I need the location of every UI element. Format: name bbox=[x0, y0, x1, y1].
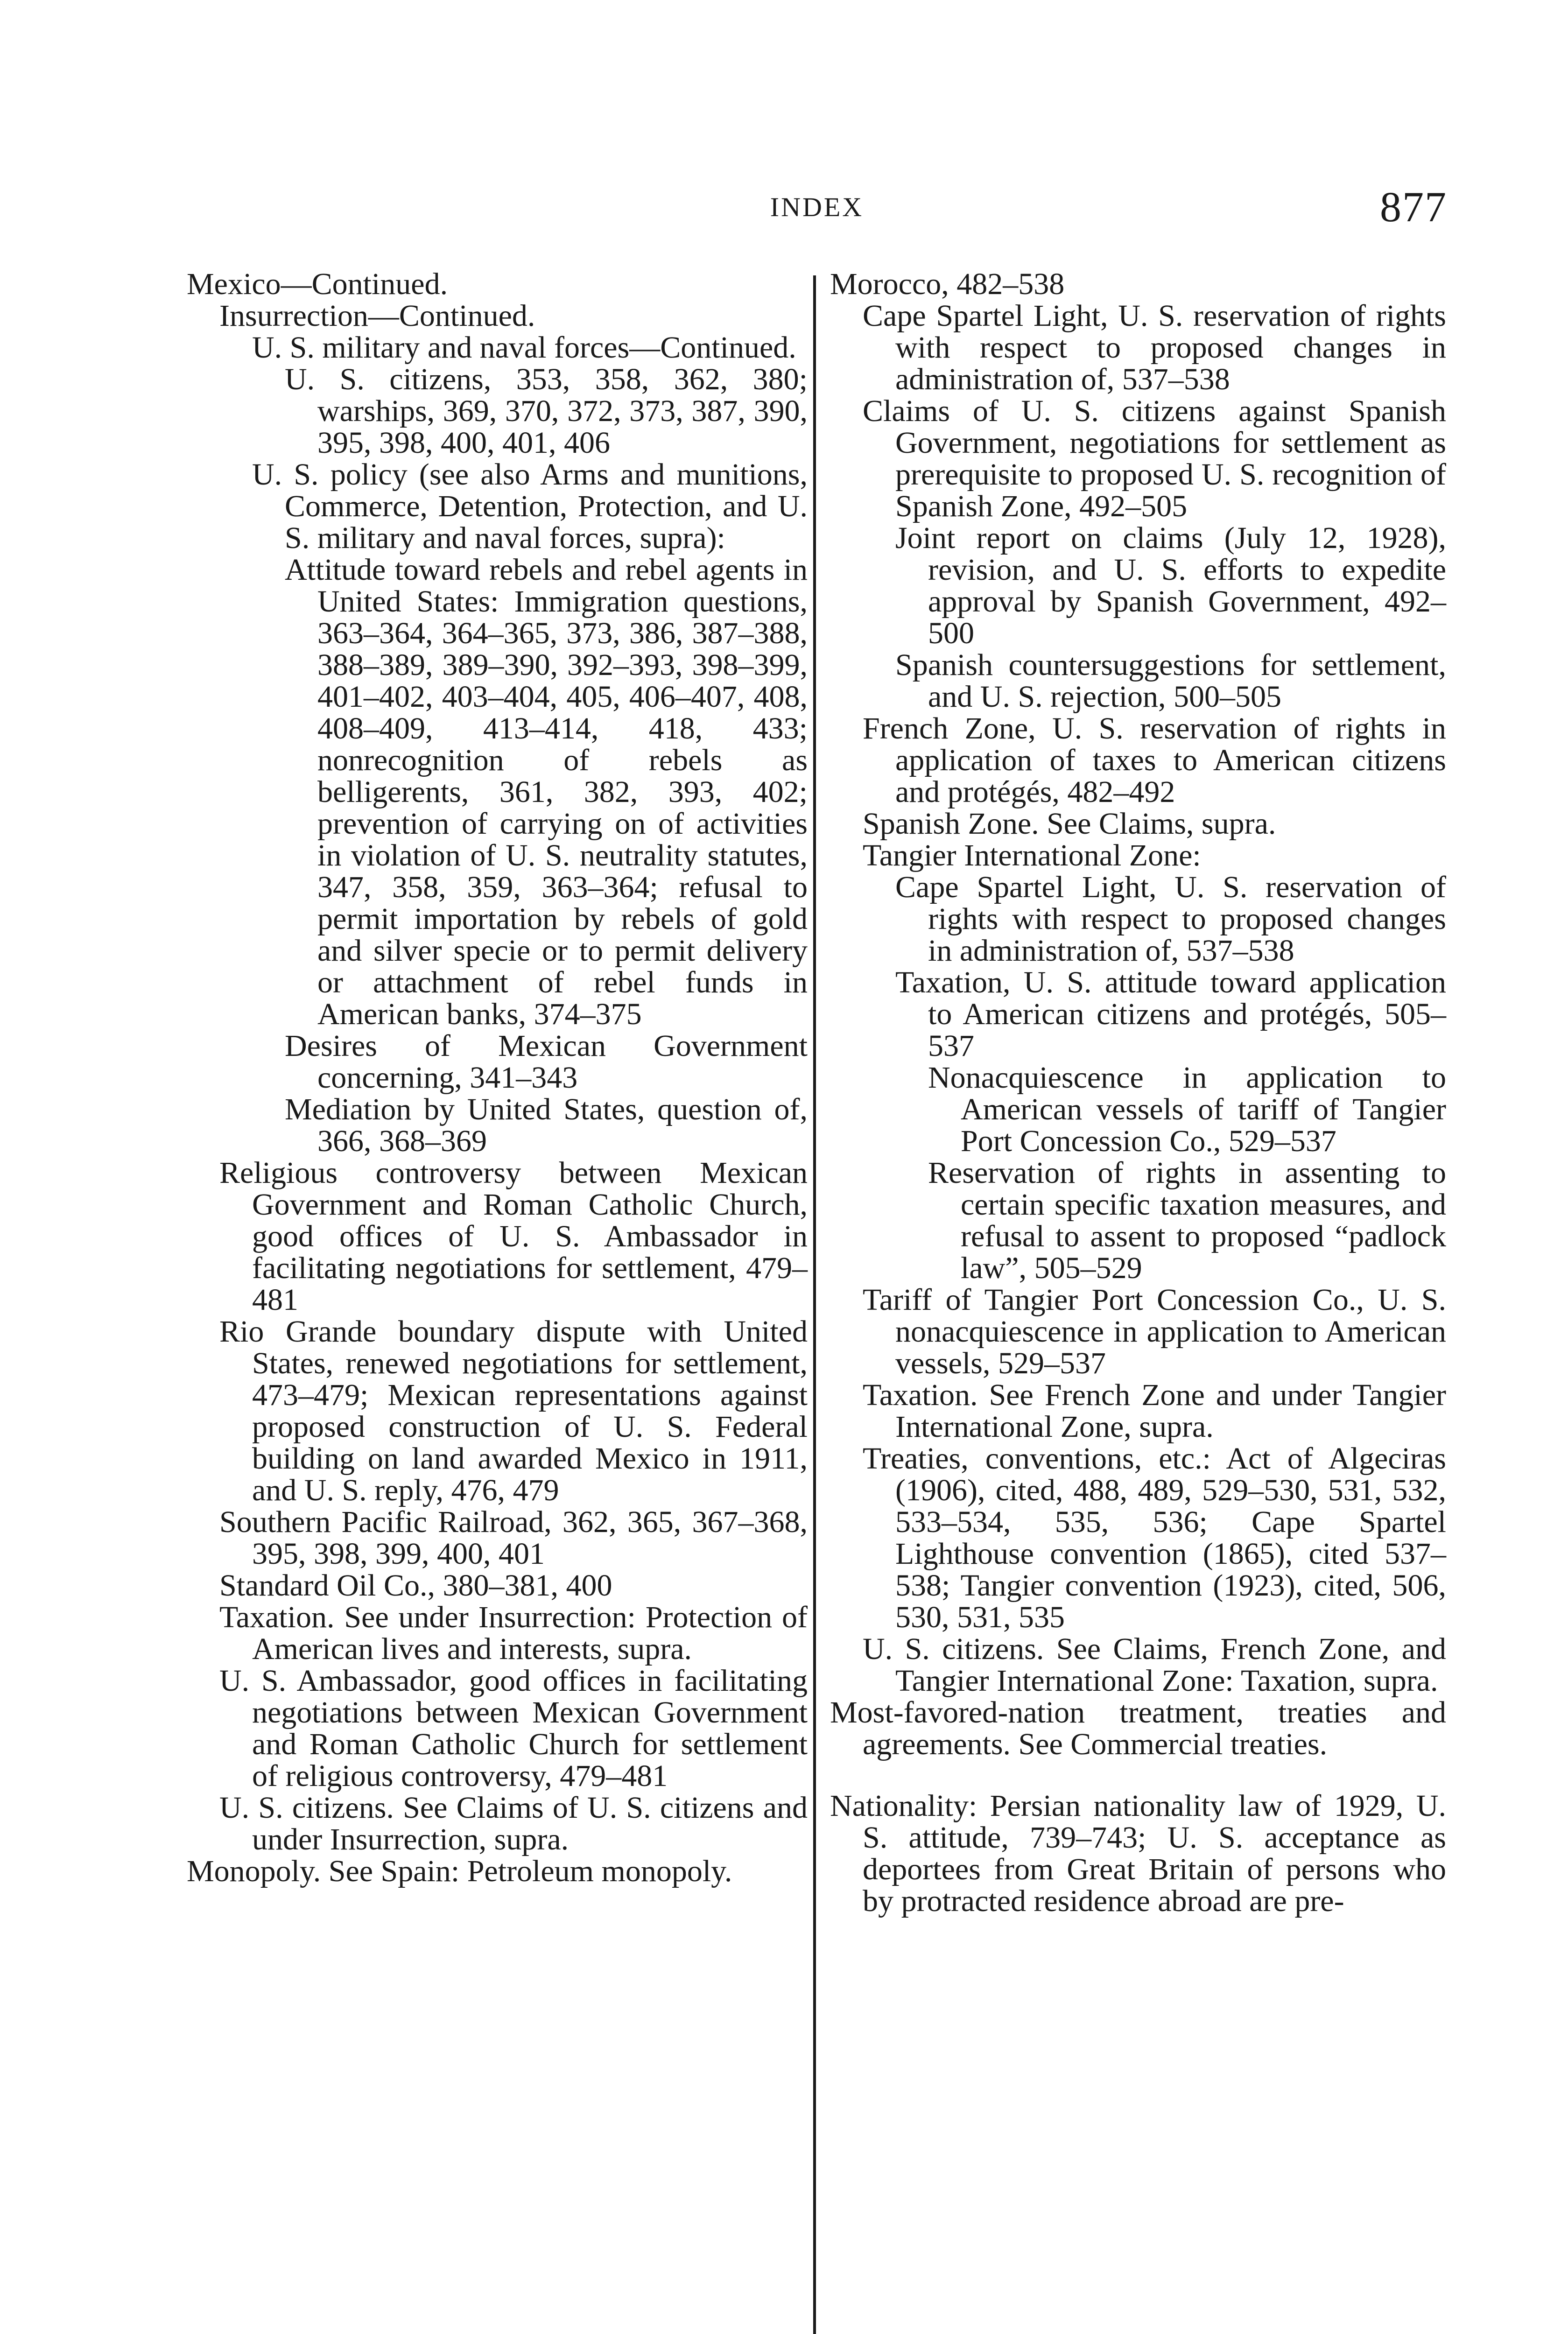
index-entry: Mexico—Continued. bbox=[187, 267, 448, 301]
index-entry: Southern Pacific Railroad, 362, 365, 367–368, 395, 398, 399, 400, 401 bbox=[219, 1505, 808, 1571]
index-entry: Treaties, conventions, etc.: Act of Algeciras (1906), cited, 488, 489, 529–530, 531, 532, 533–534, 535, 536; Cape Spartel Lighthouse convention (1865), cited 537–538; Tangier convention (1923), cited, 506, 530, 531, 535 bbox=[863, 1441, 1446, 1634]
index-entry: Standard Oil Co., 380–381, 400 bbox=[219, 1568, 612, 1603]
index-entry: Monopoly. See Spain: Petroleum monopoly. bbox=[187, 1854, 732, 1888]
index-entry: Cape Spartel Light, U. S. reservation of rights with respect to proposed changes in administration of, 537–538 bbox=[863, 299, 1446, 396]
column-divider bbox=[813, 275, 816, 2334]
index-entry: Reservation of rights in assenting to certain specific taxation measures, and refusal to assent to proposed “padlock law”, 505–529 bbox=[928, 1156, 1446, 1285]
index-entry: Cape Spartel Light, U. S. reservation of rights with respect to proposed changes in administration of, 537–538 bbox=[895, 870, 1446, 968]
index-entry: Taxation. See French Zone and under Tangier International Zone, supra. bbox=[863, 1378, 1446, 1444]
index-entry: U. S. citizens. See Claims of U. S. citizens and under Insurrection, supra. bbox=[219, 1791, 808, 1856]
index-entry: Morocco, 482–538 bbox=[830, 267, 1065, 301]
index-entry: Religious controversy between Mexican Government and Roman Catholic Church, good offices of U. S. Ambassador in facilitating negotiations for settlement, 479–481 bbox=[219, 1156, 808, 1317]
index-entry: Tariff of Tangier Port Concession Co., U. S. nonacquiescence in application to American vessels, 529–537 bbox=[863, 1283, 1446, 1380]
index-entry: Mediation by United States, question of, 366, 368–369 bbox=[285, 1092, 808, 1158]
page-header bbox=[187, 182, 1447, 233]
index-entry: U. S. citizens, 353, 358, 362, 380; warships, 369, 370, 372, 373, 387, 390, 395, 398, 400, 401, 406 bbox=[285, 362, 808, 460]
index-entry: French Zone, U. S. reservation of rights in application of taxes to American citizens and protégés, 482–492 bbox=[863, 711, 1446, 809]
index-entry: Nationality: Persian nationality law of 1929, U. S. attitude, 739–743; U. S. acceptance as deportees from Great Britain of persons who by protracted residence abroad are pre- bbox=[830, 1789, 1446, 1918]
index-entry: Desires of Mexican Government concerning, 341–343 bbox=[285, 1029, 808, 1095]
index-entry: U. S. policy (see also Arms and munitions, Commerce, Detention, Protection, and U. S. military and naval forces, supra): bbox=[252, 457, 808, 555]
index-entry: U. S. military and naval forces—Continued. bbox=[252, 330, 796, 365]
index-column-left bbox=[187, 268, 808, 2334]
index-entry: Spanish countersuggestions for settlement, and U. S. rejection, 500–505 bbox=[895, 648, 1446, 714]
index-column-right bbox=[830, 268, 1446, 2334]
index-entry: Rio Grande boundary dispute with United States, renewed negotiations for settlement, 473–479; Mexican representations against proposed construction of U. S. Federal building on land awarded Mexico in 1911, and U. S. reply, 476, 479 bbox=[219, 1315, 808, 1507]
running-head: INDEX bbox=[770, 192, 864, 222]
index-entry: U. S. Ambassador, good offices in facilitating negotiations between Mexican Government and Roman Catholic Church for settlement of religious controversy, 479–481 bbox=[219, 1664, 808, 1793]
index-entry: U. S. citizens. See Claims, French Zone, and Tangier International Zone: Taxation, supra. bbox=[863, 1632, 1446, 1698]
index-entry: Claims of U. S. citizens against Spanish Government, negotiations for settlement as prerequisite to proposed U. S. recognition of Spanish Zone, 492–505 bbox=[863, 394, 1446, 523]
index-entry: Insurrection—Continued. bbox=[219, 299, 535, 333]
index-entry: Spanish Zone. See Claims, supra. bbox=[863, 807, 1276, 841]
index-entry: Tangier International Zone: bbox=[863, 838, 1201, 872]
index-entry: Nonacquiescence in application to American vessels of tariff of Tangier Port Concession Co., 529–537 bbox=[928, 1061, 1446, 1158]
index-entry: Taxation. See under Insurrection: Protection of American lives and interests, supra. bbox=[219, 1600, 808, 1666]
index-entry: Attitude toward rebels and rebel agents in United States: Immigration questions, 363–364, 364–365, 373, 386, 387–388, 388–389, 389–390, 392–393, 398–399, 401–402, 403–404, 405, 406–407, 408, 408–409, 413–414, 418, 433; nonrecognition of rebels as belligerents, 361, 382, 393, 402; prevention of carrying on of activities in violation of U. S. neutrality statutes, 347, 358, 359, 363–364; refusal to permit importation by rebels of gold and silver specie or to permit delivery or attachment of rebel funds in American banks, 374–375 bbox=[285, 553, 808, 1031]
index-entry: Joint report on claims (July 12, 1928), revision, and U. S. efforts to expedite approval by Spanish Government, 492–500 bbox=[895, 521, 1446, 650]
index-entry: Taxation, U. S. attitude toward application to American citizens and protégés, 505–537 bbox=[895, 965, 1446, 1063]
page-number: 877 bbox=[1380, 183, 1447, 231]
index-entry: Most-favored-nation treatment, treaties and agreements. See Commercial treaties. bbox=[830, 1695, 1446, 1761]
